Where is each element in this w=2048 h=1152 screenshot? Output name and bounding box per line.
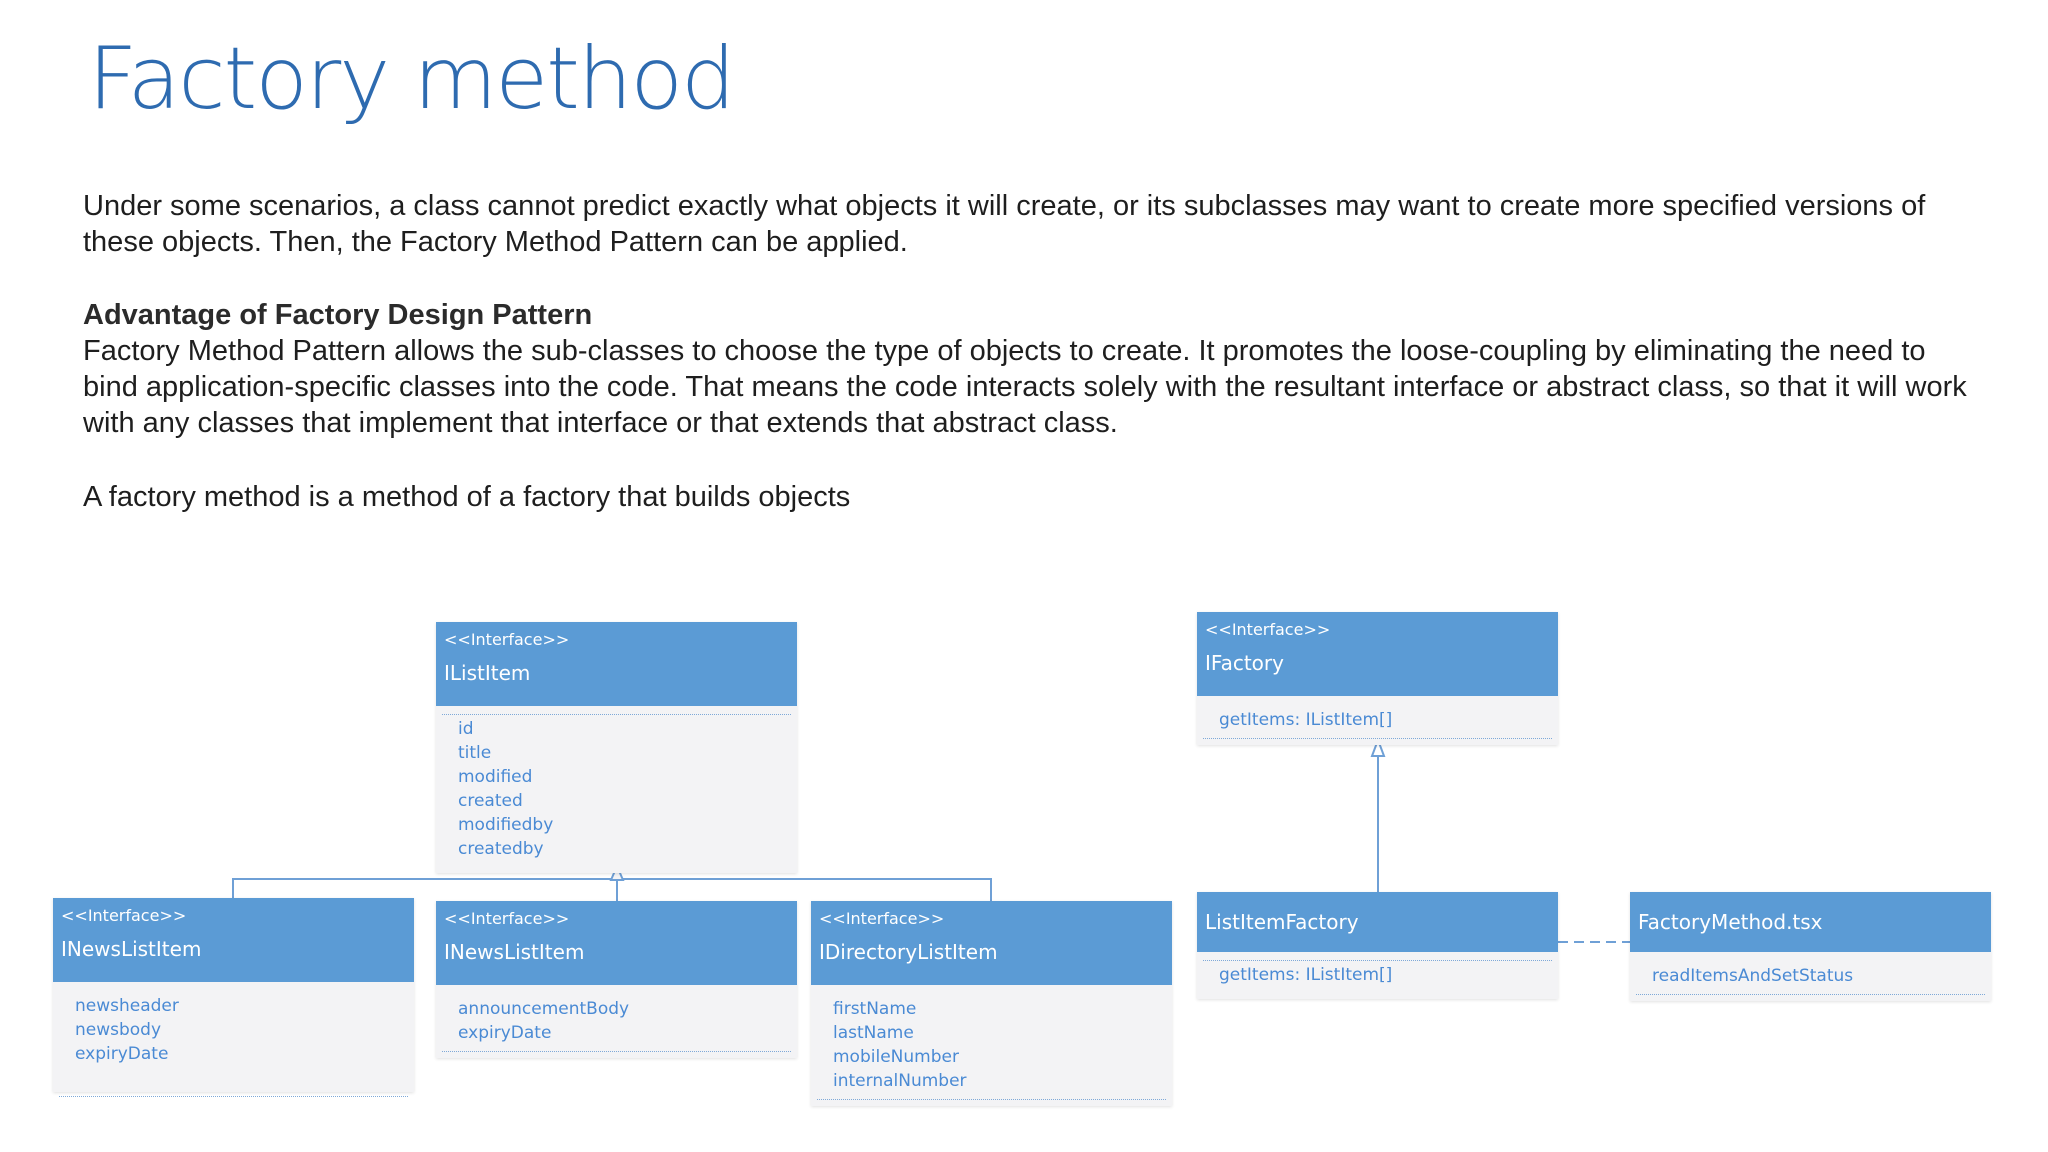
uml-member: title: [458, 743, 492, 763]
uml-class-header: [1630, 892, 1991, 952]
uml-class-members: [811, 985, 1172, 1106]
uml-class-listitemfactory: [1197, 892, 1558, 999]
uml-class-header: [53, 898, 414, 982]
uml-class-name: FactoryMethod.tsx: [1638, 910, 1823, 934]
uml-member: lastName: [833, 1023, 914, 1043]
uml-class-header: [811, 901, 1172, 985]
uml-class-name: IFactory: [1205, 651, 1284, 675]
uml-member: mobileNumber: [833, 1047, 959, 1067]
uml-stereotype: <<Interface>>: [61, 906, 187, 925]
uml-member: id: [458, 719, 474, 739]
uml-member: newsheader: [75, 996, 179, 1016]
uml-member: modifiedby: [458, 815, 554, 835]
uml-class-inewslistitem-middle: [436, 901, 797, 1058]
uml-member: internalNumber: [833, 1071, 967, 1091]
uml-member: announcementBody: [458, 999, 630, 1019]
uml-class-header: [1197, 892, 1558, 952]
uml-class-name: IDirectoryListItem: [819, 940, 998, 964]
uml-stereotype: <<Interface>>: [444, 630, 570, 649]
intro-paragraph: Under some scenarios, a class cannot predict exactly what objects it will create, or its subclasses may want to create more specified versions of these objects. Then, the Factory Method Pattern can be applied.: [83, 190, 1926, 258]
uml-member: firstName: [833, 999, 917, 1019]
uml-class-name: INewsListItem: [444, 940, 585, 964]
uml-member: getItems: IListItem[]: [1219, 710, 1393, 730]
uml-class-members: [53, 982, 414, 1103]
uml-member: expiryDate: [75, 1044, 169, 1064]
uml-class-name: ListItemFactory: [1205, 910, 1359, 934]
advantage-heading: Advantage of Factory Design Pattern: [83, 299, 593, 331]
uml-class-inewslistitem-left: [53, 898, 414, 1092]
summary-text: A factory method is a method of a factory that builds objects: [83, 481, 851, 513]
uml-class-header: [436, 622, 797, 706]
uml-class-members: [1630, 952, 1991, 1001]
inheritance-line-idirectory: [617, 879, 991, 901]
uml-class-header: [1197, 612, 1558, 696]
uml-class-ifactory: [1197, 612, 1558, 745]
uml-member: getItems: IListItem[]: [1219, 965, 1393, 985]
inheritance-line-inews1: [233, 879, 617, 900]
uml-class-factorymethod-tsx: [1630, 892, 1991, 1001]
advantage-paragraph: Factory Method Pattern allows the sub-classes to choose the type of objects to create. It promotes the loose-coupling by eliminating the need to bind application-specific classes into the code. That means the code interacts solely with the resultant interface or abstract class, so that it will work with any classes that implement that interface or that extends that abstract class.: [83, 335, 1967, 439]
uml-class-name: IListItem: [444, 661, 531, 685]
uml-member: newsbody: [75, 1020, 162, 1040]
uml-member: createdby: [458, 839, 544, 859]
uml-class-members: [436, 706, 797, 873]
uml-member: created: [458, 791, 523, 811]
uml-class-name: INewsListItem: [61, 937, 202, 961]
uml-class-idirectorylistitem: [811, 901, 1172, 1106]
uml-stereotype: <<Interface>>: [444, 909, 570, 928]
uml-member: modified: [458, 767, 533, 787]
uml-member: readItemsAndSetStatus: [1652, 966, 1854, 986]
uml-class-members: [436, 985, 797, 1058]
uml-stereotype: <<Interface>>: [819, 909, 945, 928]
uml-class-header: [436, 901, 797, 985]
uml-class-members: [1197, 696, 1558, 745]
uml-class-ilistitem: [436, 622, 797, 873]
slide-title: Factory method: [88, 29, 734, 129]
uml-class-members: [1197, 952, 1558, 999]
uml-stereotype: <<Interface>>: [1205, 620, 1331, 639]
uml-member: expiryDate: [458, 1023, 552, 1043]
